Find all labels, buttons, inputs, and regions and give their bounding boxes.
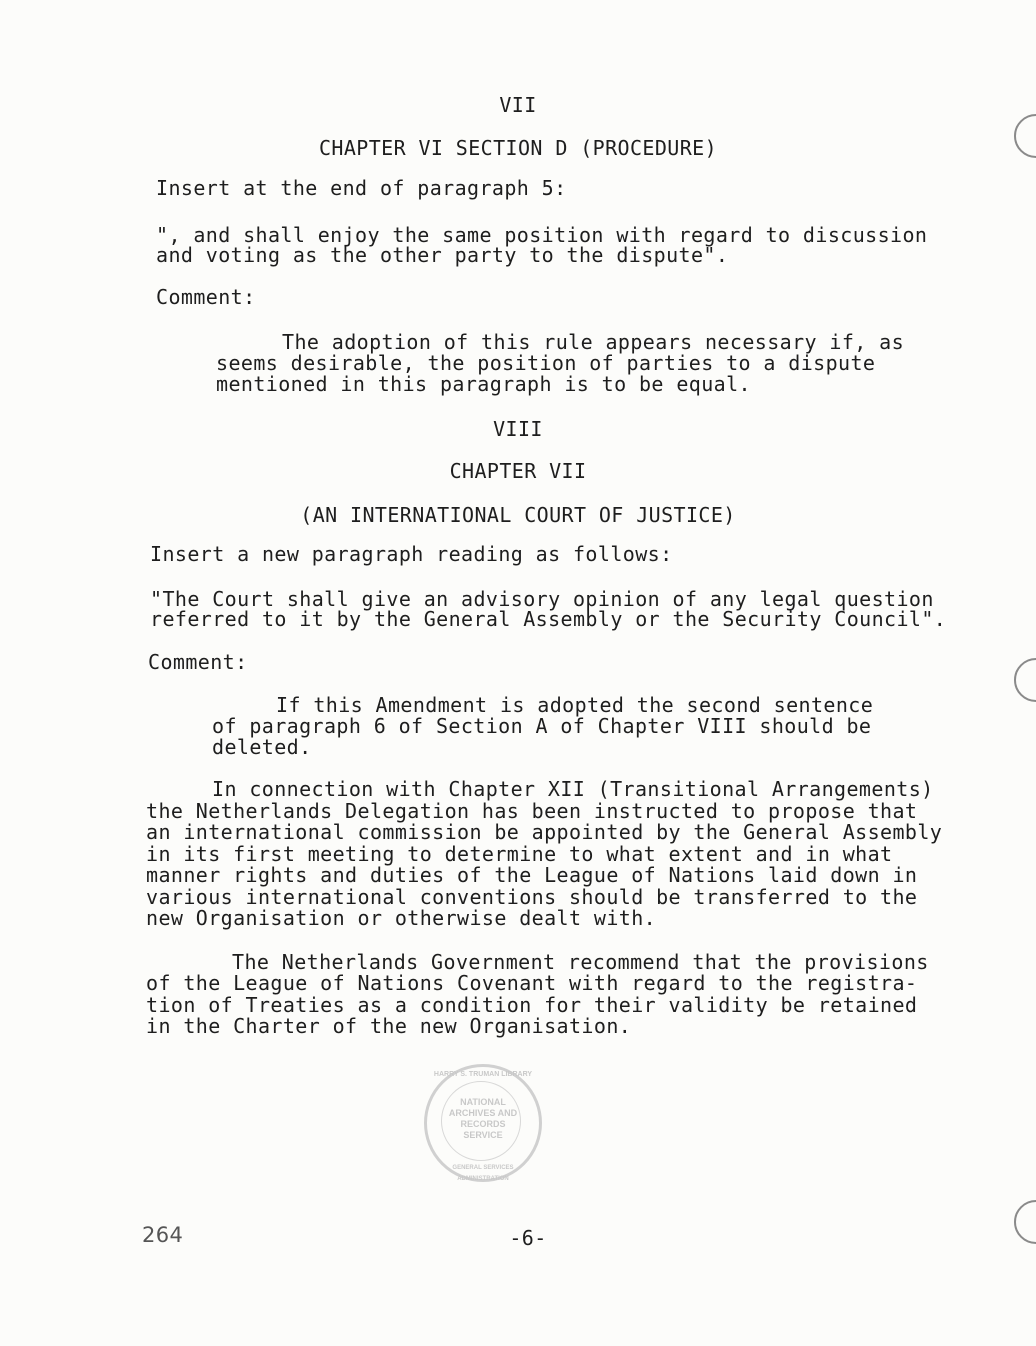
section-vii-instruction: Insert at the end of paragraph 5: <box>156 176 567 200</box>
transitional-paragraph-line: the Netherlands Delegation has been instructed to propose that <box>146 799 918 823</box>
archive-stamp-text: ARCHIVES AND <box>448 1108 518 1118</box>
section-vii-amendment-line: and voting as the other party to the dispute". <box>156 243 729 267</box>
archive-stamp-top-text: HARRY S. TRUMAN LIBRARY <box>433 1071 533 1078</box>
treaties-paragraph-line: of the League of Nations Covenant with regard to the registra- <box>146 971 918 995</box>
transitional-paragraph-line: new Organisation or otherwise dealt with. <box>146 906 657 930</box>
section-vii-numeral: VII <box>499 93 537 117</box>
section-viii-instruction: Insert a new paragraph reading as follows: <box>150 542 673 566</box>
transitional-paragraph-line: In connection with Chapter XII (Transitional Arrangements) <box>212 777 934 801</box>
section-viii-amendment-line: "The Court shall give an advisory opinion of any legal question <box>150 587 934 611</box>
section-viii-comment-line: of paragraph 6 of Section A of Chapter VIII should be <box>212 714 872 738</box>
section-vii-comment-line: The adoption of this rule appears necessary if, as <box>282 330 905 354</box>
archive-stamp-text: SERVICE <box>463 1130 503 1140</box>
section-viii-amendment-line: referred to it by the General Assembly or the Security Council". <box>150 607 947 631</box>
section-vii-amendment-line: ", and shall enjoy the same position with regard to discussion <box>156 223 928 247</box>
transitional-paragraph-line: various international conventions should be transferred to the <box>146 885 918 909</box>
section-viii-comment-line: deleted. <box>212 735 312 759</box>
section-vii-comment-label: Comment: <box>156 285 256 309</box>
section-viii-numeral: VIII <box>493 417 543 441</box>
transitional-paragraph-line: manner rights and duties of the League of Nations laid down in <box>146 863 918 887</box>
page-number: -6- <box>509 1226 547 1250</box>
section-viii-comment-line: If this Amendment is adopted the second sentence <box>276 693 874 717</box>
archive-stamp-text: NATIONAL <box>460 1097 506 1107</box>
section-viii-comment-label: Comment: <box>148 650 248 674</box>
section-viii-subheading: (AN INTERNATIONAL COURT OF JUSTICE) <box>300 503 736 527</box>
transitional-paragraph-line: an international commission be appointed by the General Assembly <box>146 820 943 844</box>
section-viii-heading: CHAPTER VII <box>449 459 587 483</box>
treaties-paragraph-line: tion of Treaties as a condition for their validity be retained <box>146 993 918 1017</box>
section-vii-heading: CHAPTER VI SECTION D (PROCEDURE) <box>318 136 718 160</box>
section-vii-comment-line: mentioned in this paragraph is to be equal. <box>216 372 751 396</box>
punch-hole-middle <box>1014 658 1036 702</box>
section-vii-comment-line: seems desirable, the position of parties to a dispute <box>216 351 876 375</box>
archive-number: 264 <box>142 1223 184 1247</box>
archive-stamp-bottom-text: GENERAL SERVICES ADMINISTRATION <box>452 1165 514 1182</box>
archive-stamp <box>424 1064 542 1182</box>
transitional-paragraph-line: in its first meeting to determine to what extent and in what <box>146 842 893 866</box>
treaties-paragraph-line: in the Charter of the new Organisation. <box>146 1014 632 1038</box>
archive-stamp-text: RECORDS <box>460 1119 506 1129</box>
treaties-paragraph-line: The Netherlands Government recommend that the provisions <box>232 950 929 974</box>
